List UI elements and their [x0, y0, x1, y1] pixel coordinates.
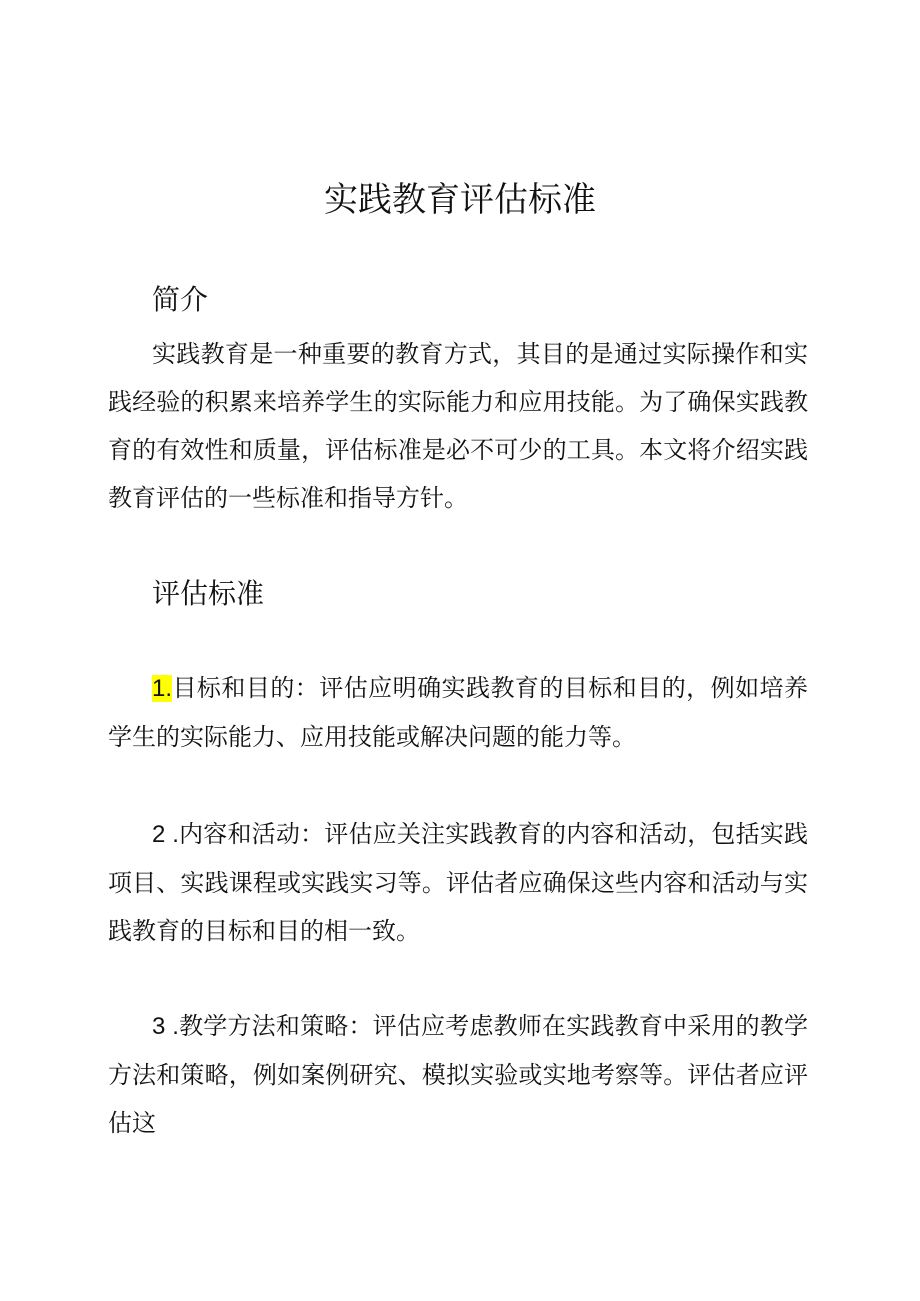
criteria-item-3	[108, 1002, 808, 1147]
criteria-item-1-number: 1.	[152, 675, 173, 702]
criteria-item-1	[108, 664, 808, 761]
section-heading-intro: 简介	[152, 283, 209, 316]
criteria-item-2-text: 内容和活动：评估应关注实践教育的内容和活动，包括实践项目、实践课程或实践实习等。评估者应确保这些内容和活动与实践教育的目标和目的相一致。	[108, 820, 809, 945]
criteria-item-1-text: 目标和目的：评估应明确实践教育的目标和目的，例如培养学生的实际能力、应用技能或解决问题的能力等。	[108, 674, 808, 751]
document-title: 实践教育评估标准	[324, 180, 596, 220]
criteria-item-2	[108, 810, 808, 955]
section-heading-criteria: 评估标准	[152, 577, 265, 610]
criteria-item-2-number: 2 .	[152, 821, 179, 848]
criteria-item-3-text: 教学方法和策略：评估应考虑教师在实践教育中采用的教学方法和策略，例如案例研究、模拟实验或实地考察等。评估者应评估这	[108, 1012, 809, 1137]
intro-paragraph: 实践教育是一种重要的教育方式，其目的是通过实际操作和实践经验的积累来培养学生的实际能力和应用技能。为了确保实践教育的有效性和质量，评估标准是必不可少的工具。本文将介绍实践教育评估的一些标准和指导方针。	[108, 340, 808, 512]
criteria-item-3-number: 3 .	[152, 1013, 179, 1040]
